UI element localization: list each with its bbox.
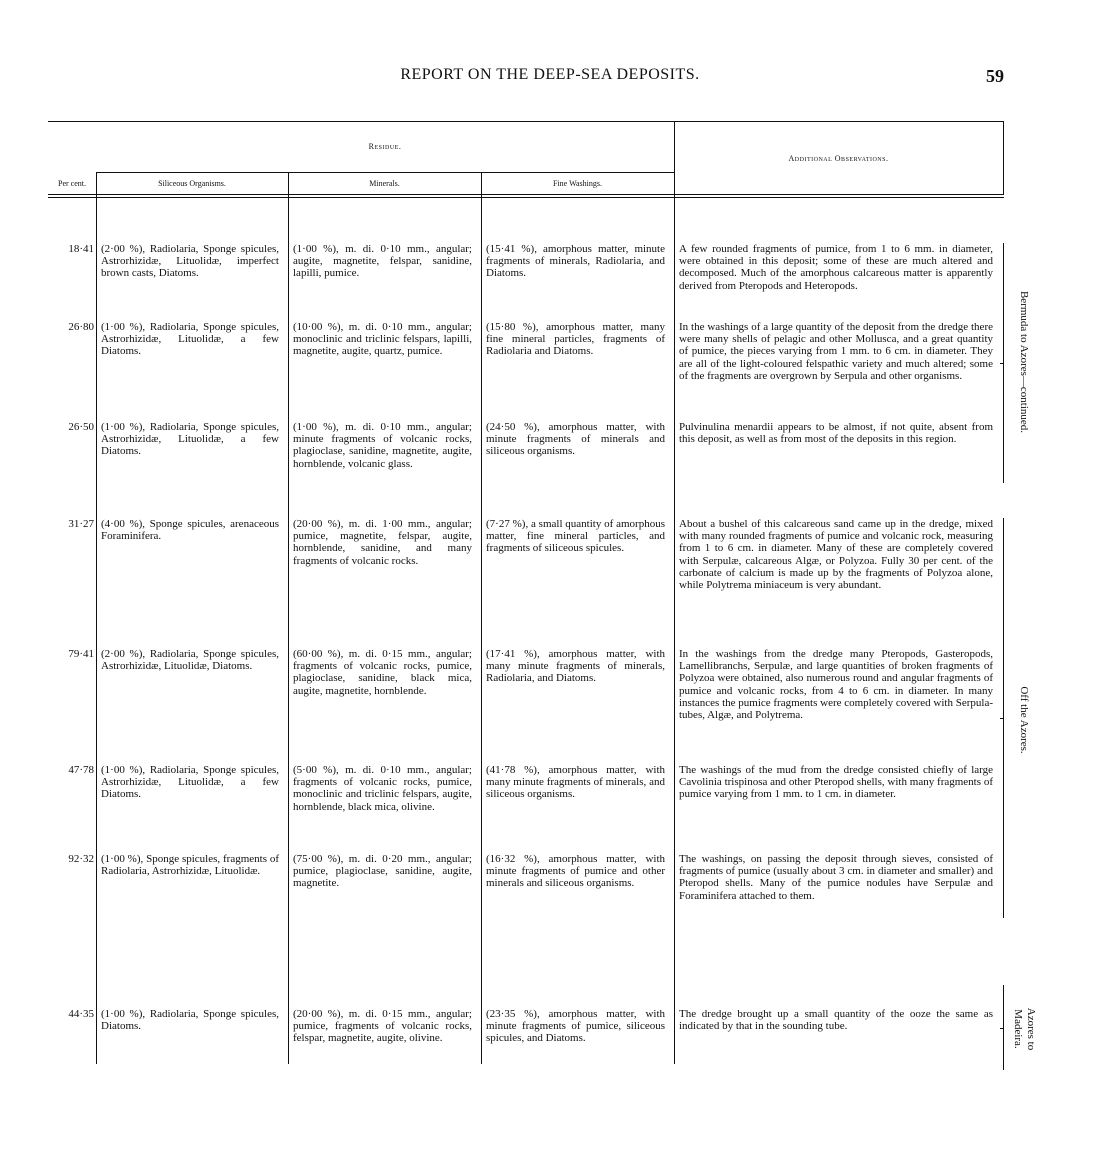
row-6-minerals: (5·00 %), m. di. 0·10 mm., angular; fragments of volcanic rocks, pumice, monoclinic and triclinic felspars, augite, hornblende, black mica, olivine. [293, 764, 472, 813]
row-4-observations: About a bushel of this calcareous sand came up in the dredge, mixed with many rounded fragments of pumice and volcanic rock, measuring from 1 to 6 cm. in diameter. Many of these are completely covered with Serpulæ, calcareous Algæ, or Polyzoa. Fully 30 per cent. of the carbonate of calcium is made up by the fragments of Polyzoa alone, while Polytrema miniaceum is very abundant. [679, 518, 993, 592]
row-7-observations: The washings, on passing the deposit through sieves, consisted of fragments of pumice (usually about 3 cm. in diameter and smaller) and Pteropod shells. Many of the pumice nodules have Serpulæ and Foraminifera attached to them. [679, 853, 993, 902]
col-divider-1 [96, 172, 97, 1064]
per-cent-header: Per cent. [58, 179, 86, 188]
row-2-minerals: (10·00 %), m. di. 0·10 mm., angular; monoclinic and triclinic felspars, lapilli, magnetite, augite, quartz, pumice. [293, 321, 472, 358]
row-1-observations: A few rounded fragments of pumice, from 1 to 6 mm. in diameter, were obtained in this deposit; some of these are much altered and decomposed. Much of the amorphous calcareous matter is apparently derived from Pteropods and Heteropods. [679, 243, 993, 292]
row-8-fine-washings: (23·35 %), amorphous matter, with minute fragments of pumice, siliceous spicules, and Diatoms. [486, 1008, 665, 1045]
row-4-siliceous: (4·00 %), Sponge spicules, arenaceous Foraminifera. [101, 518, 279, 543]
region-azores-madeira-line-1: Azores to [1025, 1007, 1037, 1051]
table-top-rule [48, 121, 1004, 122]
additional-observations-header: Additional Observations. [788, 154, 889, 163]
row-3-siliceous: (1·00 %), Radiolaria, Sponge spicules, Astrorhizidæ, Lituolidæ, a few Diatoms. [101, 421, 279, 458]
row-6-siliceous: (1·00 %), Radiolaria, Sponge spicules, Astrorhizidæ, Lituolidæ, a few Diatoms. [101, 764, 279, 801]
running-header [0, 66, 1100, 90]
row-3-observations: Pulvinulina menardii appears to be almost, if not quite, absent from this deposit, as well as from most of the deposits in this region. [679, 421, 993, 446]
region-off-the-azores: Off the Azores. [1018, 686, 1030, 754]
row-2-per-cent: 26·80 [68, 321, 94, 333]
row-5-minerals: (60·00 %), m. di. 0·15 mm., angular; fragments of volcanic rocks, pumice, plagioclase, sanidine, black mica, augite, magnetite, hornblende. [293, 648, 472, 697]
minerals-header: Minerals. [369, 179, 400, 188]
col-divider-2 [288, 172, 289, 1064]
row-3-fine-washings: (24·50 %), amorphous matter, with minute fragments of minerals and siliceous organisms. [486, 421, 665, 458]
row-7-minerals: (75·00 %), m. di. 0·20 mm., angular; pumice, plagioclase, sanidine, augite, magnetite. [293, 853, 472, 890]
row-6-observations: The washings of the mud from the dredge consisted chiefly of large Cavolinia trispinosa and other Pteropod shells, with many fragments of pumice varying from 1 mm. to 1 cm. in diameter. [679, 764, 993, 801]
row-5-siliceous: (2·00 %), Radiolaria, Sponge spicules, Astrorhizidæ, Lituolidæ, Diatoms. [101, 648, 279, 673]
row-2-fine-washings: (15·80 %), amorphous matter, many fine mineral particles, fragments of Radiolaria and Diatoms. [486, 321, 665, 358]
row-4-minerals: (20·00 %), m. di. 1·00 mm., angular; pumice, magnetite, felspar, augite, hornblende, sanidine, and many fragments of volcanic rocks. [293, 518, 472, 567]
col-divider-right [1003, 121, 1004, 194]
row-3-minerals: (1·00 %), m. di. 0·10 mm., angular; minute fragments of volcanic rocks, plagioclase, sanidine, magnetite, augite, hornblende, volcanic glass. [293, 421, 472, 470]
running-title: REPORT ON THE DEEP-SEA DEPOSITS. [400, 66, 700, 83]
col-divider-4 [674, 121, 675, 1064]
row-4-per-cent: 31·27 [68, 518, 94, 530]
header-bottom-rule [48, 194, 1004, 195]
col-divider-3 [481, 172, 482, 1064]
row-5-observations: In the washings from the dredge many Pteropods, Gasteropods, Lamellibranchs, Serpulæ, and large quantities of broken fragments of Polyzoa were obtained, also numerous round and angular fragments of pumice and volcanic rocks, from 4 to 6 cm. in diameter. In many instances the pumice fragments were completely covered with Serpula-tubes, Algæ, and Polytrema. [679, 648, 993, 722]
row-4-fine-washings: (7·27 %), a small quantity of amorphous matter, fine mineral particles, and fragments of siliceous spicules. [486, 518, 665, 555]
row-2-observations: In the washings of a large quantity of the deposit from the dredge there were many shells of pelagic and other Mollusca, and a great quantity of pumice, the pieces varying from 1 mm. to 6 cm. in diameter. They are all of the light-coloured felspathic variety and much altered; some of the fragments are overgrown by Serpula and other organisms. [679, 321, 993, 382]
residue-subrule [96, 172, 674, 173]
row-1-fine-washings: (15·41 %), amorphous matter, minute fragments of minerals, Radiolaria, and Diatoms. [486, 243, 665, 280]
region-bermuda-to-azores: Bermuda to Azores—continued. [1018, 290, 1030, 434]
row-8-siliceous: (1·00 %), Radiolaria, Sponge spicules, Diatoms. [101, 1008, 279, 1033]
row-8-observations: The dredge brought up a small quantity of the ooze the same as indicated by that in the sounding tube. [679, 1008, 993, 1033]
row-1-minerals: (1·00 %), m. di. 0·10 mm., angular; augite, magnetite, felspar, sanidine, lapilli, pumice. [293, 243, 472, 280]
row-3-per-cent: 26·50 [68, 421, 94, 433]
row-7-fine-washings: (16·32 %), amorphous matter, with minute fragments of pumice and other minerals and siliceous organisms. [486, 853, 665, 890]
residue-header: Residue. [368, 142, 402, 151]
row-6-fine-washings: (41·78 %), amorphous matter, with many minute fragments of minerals, and siliceous organisms. [486, 764, 665, 801]
row-6-per-cent: 47·78 [68, 764, 94, 776]
row-5-per-cent: 79·41 [68, 648, 94, 660]
row-2-siliceous: (1·00 %), Radiolaria, Sponge spicules, Astrorhizidæ, Lituolidæ, a few Diatoms. [101, 321, 279, 358]
region-azores-madeira-line-2: Madeira. [1012, 1009, 1024, 1049]
fine-washings-header: Fine Washings. [553, 179, 602, 188]
row-7-per-cent: 92·32 [68, 853, 94, 865]
brace-bermuda-azores [1003, 243, 1009, 483]
row-5-fine-washings: (17·41 %), amorphous matter, with many minute fragments of minerals, Radiolaria, and Diatoms. [486, 648, 665, 685]
row-8-per-cent: 44·35 [68, 1008, 94, 1020]
row-8-minerals: (20·00 %), m. di. 0·15 mm., angular; pumice, fragments of volcanic rocks, felspar, magnetite, augite, olivine. [293, 1008, 472, 1045]
row-1-per-cent: 18·41 [68, 243, 94, 255]
page-number: 59 [986, 66, 1004, 86]
header-bottom-rule-2 [48, 197, 1004, 198]
region-azores-madeira [1009, 989, 1037, 1069]
row-7-siliceous: (1·00 %), Sponge spicules, fragments of Radiolaria, Astrorhizidæ, Lituolidæ. [101, 853, 279, 878]
brace-off-azores [1003, 518, 1009, 918]
siliceous-organisms-header: Siliceous Organisms. [158, 179, 226, 188]
row-1-siliceous: (2·00 %), Radiolaria, Sponge spicules, Astrorhizidæ, Lituolidæ, imperfect brown casts, Diatoms. [101, 243, 279, 280]
